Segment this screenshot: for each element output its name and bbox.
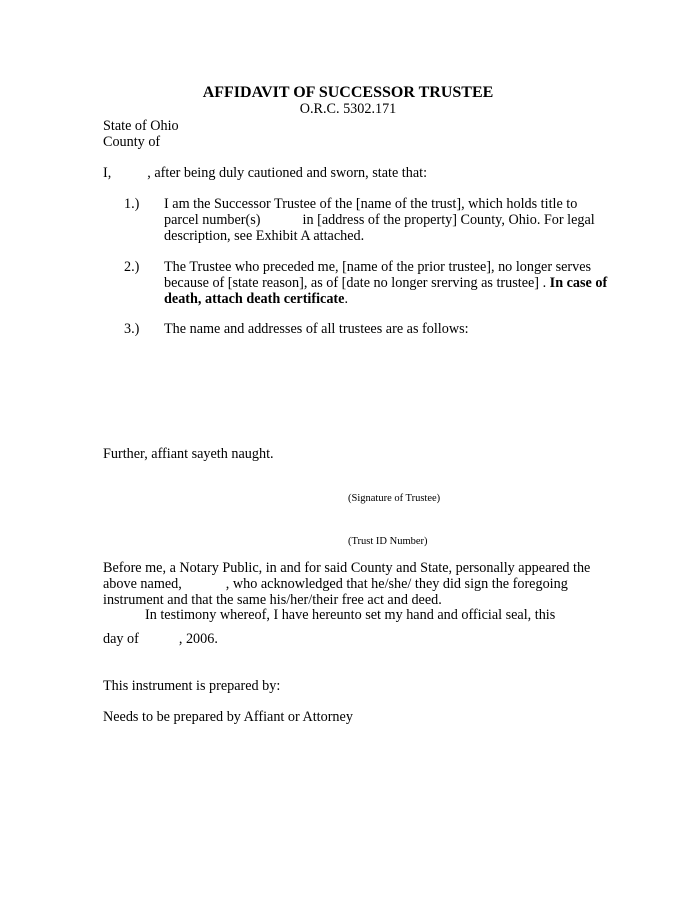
intro-suffix: , after being duly cautioned and sworn, state that: (147, 165, 428, 181)
item-2-line-1: The Trustee who preceded me, [name of the prior trustee], no longer serves (164, 259, 592, 275)
venue-state: State of Ohio (103, 118, 179, 134)
item-2-reason-text: because of [state reason], as of [date no longer srerving as trustee] . (164, 275, 550, 291)
property-address-text: in [address of the property] County, Ohio. For legal (302, 212, 595, 228)
item-2-number: 2.) (124, 259, 140, 275)
parcel-label: parcel number(s) (164, 212, 261, 228)
item-2-death-instruction-end: death, attach death certificate (164, 291, 345, 307)
statute-reference: O.R.C. 5302.171 (299, 101, 397, 117)
signature-label: (Signature of Trustee) (348, 493, 441, 504)
trust-id-label: (Trust ID Number) (348, 536, 428, 547)
venue-county: County of (103, 134, 161, 150)
notary-date-line: day of , 2006. (103, 631, 218, 647)
intro-prefix: I, (103, 165, 112, 181)
notary-line-4: In testimony whereof, I have hereunto set my hand and official seal, this (145, 607, 556, 623)
notary-line-3: instrument and that the same his/her/their free act and deed. (103, 592, 442, 608)
item-3-number: 3.) (124, 321, 140, 337)
item-1-number: 1.) (124, 196, 140, 212)
closing-statement: Further, affiant sayeth naught. (103, 446, 274, 462)
prepared-by-note: Needs to be prepared by Affiant or Attorney (103, 709, 353, 725)
item-1-line-1: I am the Successor Trustee of the [name of the trust], which holds title to (164, 196, 578, 212)
item-2-line-2 (164, 275, 607, 291)
notary-line-2: above named, , who acknowledged that he/she/ they did sign the foregoing (103, 576, 568, 592)
document-title: AFFIDAVIT OF SUCCESSOR TRUSTEE (202, 84, 494, 101)
item-1-line-3: description, see Exhibit A attached. (164, 228, 365, 244)
item-2-death-instruction-start: In case of (549, 275, 608, 291)
item-3-line-1: The name and addresses of all trustees are as follows: (164, 321, 469, 337)
item-1-line-2 (164, 212, 595, 228)
prepared-by-label: This instrument is prepared by: (103, 678, 281, 694)
intro-statement (103, 165, 427, 181)
notary-line-1: Before me, a Notary Public, in and for said County and State, personally appeared the (103, 560, 591, 576)
item-2-line-3: death, attach death certificate. (164, 291, 348, 307)
